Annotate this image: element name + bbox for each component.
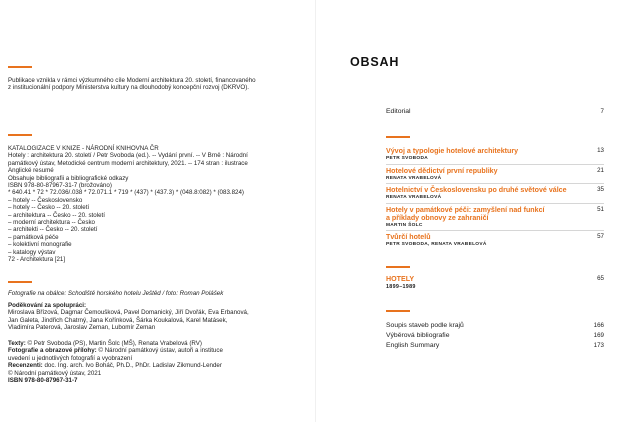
- credits-block: [8, 340, 223, 384]
- catalog-line: – architektura -- Česko -- 20. století: [8, 211, 105, 219]
- toc-chapter-author: RENATA VRABELOVÁ: [386, 195, 442, 200]
- toc-chapter-author: PETR SVOBODA, RENATA VRABELOVÁ: [386, 242, 487, 247]
- catalog-line: ISBN 978-80-87967-31-7 (brožováno): [8, 182, 112, 190]
- catalog-block: [8, 145, 248, 264]
- thanks-line: Jan Galeta, Jindřich Chatrný, Jana Kořínková, Šárka Koukalová, Karel Matásek,: [8, 316, 228, 324]
- catalog-line: – architekti -- Česko -- 20. století: [8, 226, 98, 234]
- toc-chapter-author: PETR SVOBODA: [386, 156, 428, 161]
- toc-rule-chapters: [386, 136, 410, 138]
- toc-catalog-years: 1899–1989: [386, 284, 416, 290]
- credit-line: Fotografie a obrazové přílohy: © Národní památkový ústav, autoři a instituce: [8, 347, 223, 355]
- credit-line: Texty: © Petr Svoboda (PS), Martin Šolc (MŠ), Renata Vrabelová (RV): [8, 340, 202, 347]
- intro-text: [8, 77, 256, 92]
- credit-line: uvedení u jednotlivých fotografií a vyobrazení: [8, 354, 133, 362]
- toc-chapter-title-line2[interactable]: a příklady obnovy ze zahraničí: [386, 214, 489, 222]
- toc-catalog-title[interactable]: HOTELY: [386, 275, 415, 283]
- toc-appendix-label[interactable]: Soupis staveb podle krajů: [386, 322, 464, 329]
- page-title: OBSAH: [350, 55, 400, 69]
- toc-chapter-title[interactable]: Vývoj a typologie hotelové architektury: [386, 147, 519, 155]
- catalog-line: Anglické resumé: [8, 167, 54, 175]
- cover-photo-credit: Fotografie na obálce: Schodiště horského hotelu Ještěd / foto: Roman Polášek: [8, 290, 224, 297]
- toc-appendix-label[interactable]: English Summary: [386, 342, 440, 349]
- catalog-line: * 640.41 * 72 * 72.036/.038 * 72.071.1 * 719 * (437) * (437.3) * (048.8:082) * (083.824): [8, 189, 244, 197]
- toc-separator: [386, 203, 604, 204]
- credit-line: Recenzenti: doc. Ing. arch. Ivo Boháč, Ph.D., PhDr. Ladislav Zikmund-Lender: [8, 362, 222, 370]
- left-page: [0, 0, 316, 422]
- toc-chapter-title[interactable]: Hotelové dědictví první republiky: [386, 167, 498, 175]
- catalog-line: – kolektivní monografie: [8, 241, 72, 249]
- intro-line: z institucionální podpory Ministerstva kultury na dlouhodobý koncepční rozvoj (DKRVO).: [8, 84, 249, 92]
- toc-appendix-page: 173: [593, 342, 604, 349]
- toc-rule-appendix: [386, 310, 410, 312]
- catalog-line: – katalogy výstav: [8, 248, 56, 256]
- thanks-line: Miroslava Břízová, Dagmar Čemoušková, Pavel Domanický, Jiří Dvořák, Eva Erbanová,: [8, 309, 249, 317]
- catalog-line: – hotely -- Česko -- 20. století: [8, 204, 90, 212]
- left-mid-rule: [8, 134, 32, 136]
- right-page: [316, 0, 633, 422]
- catalog-line: památkový ústav, Metodické centrum moderní architektury, 2021. -- 174 stran : ilustrace: [8, 159, 248, 167]
- catalog-line: Hotely : architektura 20. století / Petr Svoboda (ed.). -- Vydání první. -- V Brně : Národní: [8, 152, 248, 160]
- toc-appendix-label[interactable]: Výběrová bibliografie: [386, 332, 450, 339]
- toc-appendix-page: 166: [593, 322, 604, 329]
- thanks-heading: Poděkování za spolupráci:: [8, 302, 87, 309]
- toc-appendix-page: 169: [593, 332, 604, 339]
- toc-separator: [386, 164, 604, 165]
- intro-line: Publikace vznikla v rámci výzkumného cíle Moderní architektura 20. století, financovaného: [8, 77, 256, 84]
- left-lower-rule: [8, 281, 32, 283]
- catalog-line: Obsahuje bibliografii a bibliografické odkazy: [8, 174, 129, 182]
- toc-chapter-author: RENATA VRABELOVÁ: [386, 176, 442, 181]
- catalog-line: – památková péče: [8, 233, 59, 241]
- catalog-line: – hotely -- Československo: [8, 196, 83, 204]
- toc-chapter-author: MARTIN ŠOLC: [386, 223, 423, 228]
- toc-chapter-page: 57: [597, 233, 604, 240]
- toc-separator: [386, 183, 604, 184]
- toc-chapter-title[interactable]: Tvůrčí hotelů: [386, 233, 431, 241]
- isbn: ISBN 978-80-87967-31-7: [8, 377, 78, 385]
- catalog-line: 72 - Architektura [21]: [8, 256, 66, 264]
- toc-chapter-page: 13: [597, 147, 604, 154]
- toc-catalog-page: 65: [597, 275, 604, 282]
- toc-chapter-title[interactable]: Hotelnictví v Československu po druhé světové válce: [386, 186, 567, 194]
- toc-chapter-page: 21: [597, 167, 604, 174]
- catalog-heading: KATALOGIZACE V KNIZE - NÁRODNÍ KNIHOVNA ČR: [8, 145, 159, 152]
- toc-chapter-page: 51: [597, 206, 604, 213]
- toc-editorial-label[interactable]: Editorial: [386, 108, 411, 115]
- thanks-block: [8, 302, 249, 332]
- catalog-line: – moderní architektura -- Česko: [8, 219, 96, 227]
- toc-editorial-page: 7: [600, 108, 604, 115]
- toc-chapter-page: 35: [597, 186, 604, 193]
- left-top-rule: [8, 66, 32, 68]
- credit-line: © Národní památkový ústav, 2021: [8, 369, 102, 377]
- toc-rule-catalog: [386, 266, 410, 268]
- toc-chapter-title[interactable]: Hotely v památkové péči: zamyšlení nad funkcí: [386, 206, 545, 214]
- toc-separator: [386, 230, 604, 231]
- thanks-line: Vladimíra Paterová, Jaroslav Zeman, Lubomír Zeman: [8, 324, 156, 332]
